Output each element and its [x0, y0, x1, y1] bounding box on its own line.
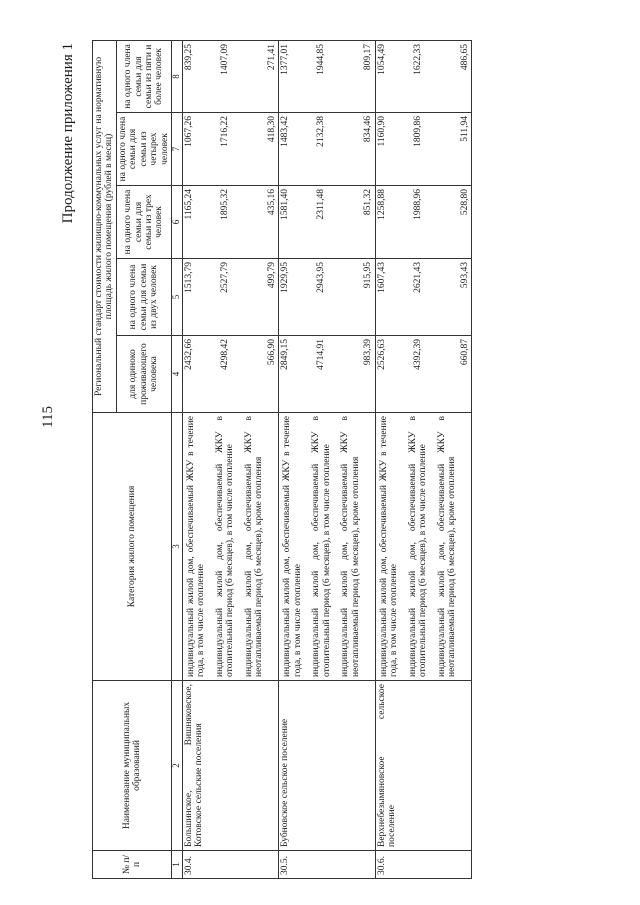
category-text: индивидуальный жилой дом, обеспечиваемый ЖКУ в течение года, в том числе отопление [185, 416, 207, 677]
value-cell: 1895,32 [219, 189, 230, 220]
value-family-3 [279, 186, 375, 259]
value-cell: 4298,42 [219, 339, 230, 370]
value-cell: 2132,38 [316, 116, 327, 147]
header-family-5: на одного члена семьи для семьи из пяти и более человек [116, 40, 171, 112]
value-cell: 593,43 [459, 262, 470, 289]
value-cell: 915,95 [363, 262, 374, 289]
category-text: индивидуальный жилой дом, обеспечиваемый ЖКУ в неотапливаемый период (6 месяцев), кроме отопления [243, 416, 265, 677]
category-text: индивидуальный жилой дом, обеспечиваемый ЖКУ в течение года, в том числе отопление [282, 416, 303, 677]
table-row [182, 40, 278, 878]
row-number: 30.5. [279, 851, 375, 879]
header-family-2: на одного члена семьи для семьи из двух человек [116, 259, 171, 336]
value-cell: 1165,24 [183, 189, 194, 220]
row-number: 30.4. [182, 851, 278, 879]
value-family-2 [375, 259, 471, 336]
header-single: для одиноко проживающего человека [116, 336, 171, 413]
value-cell: 660,87 [459, 339, 470, 366]
value-cell: 435,16 [266, 189, 277, 216]
column-index: 1 [172, 851, 183, 879]
value-cell: 271,41 [266, 43, 277, 71]
value-cell: 1054,49 [376, 43, 387, 75]
value-cell: 1160,90 [376, 116, 387, 147]
category-text: индивидуальный жилой дом, обеспечиваемый ЖКУ в отопительный период (6 месяцев), в том числе отопление [407, 416, 429, 677]
column-index: 5 [172, 259, 183, 336]
header-category: Категория жилого помещения [93, 413, 172, 681]
value-cell: 983,39 [363, 339, 374, 366]
value-cell: 1607,43 [376, 262, 387, 293]
category-text: индивидуальный жилой дом, обеспечиваемый ЖКУ в отопительный период (6 месяцев), в том числе отопление [214, 416, 236, 677]
column-index: 6 [172, 186, 183, 259]
value-cell: 2311,48 [316, 189, 327, 220]
value-cell: 2621,43 [412, 262, 423, 293]
value-cell: 834,46 [363, 116, 374, 143]
value-cell: 839,25 [183, 43, 194, 71]
value-cell: 486,65 [459, 43, 470, 71]
page-number: 115 [40, 406, 56, 428]
municipality-name: Большинское, Вишняковское, Котовское сельские поселения [182, 681, 278, 851]
value-family-3 [182, 186, 278, 259]
value-cell: 809,17 [363, 43, 374, 71]
municipality-name: Верхнебезымяновское сельское поселение [375, 681, 471, 851]
rotated-page-content [60, 13, 630, 893]
annex-title: Продолжение приложения 1 [60, 43, 76, 224]
value-cell: 499,79 [266, 262, 277, 289]
value-cell: 1581,40 [280, 189, 291, 220]
category-text: индивидуальный жилой дом, обеспечиваемый ЖКУ в течение года, в том числе отопление [378, 416, 400, 677]
column-index: 7 [172, 113, 183, 186]
value-cell: 1716,22 [219, 116, 230, 147]
column-index: 4 [172, 336, 183, 413]
value-cell: 1067,26 [183, 116, 194, 147]
housing-standard-table [92, 40, 472, 879]
column-index: 8 [172, 40, 183, 112]
value-cell: 851,32 [363, 189, 374, 216]
value-family-5 [279, 40, 375, 112]
value-cell: 511,94 [459, 116, 470, 142]
category-text: индивидуальный жилой дом, обеспечиваемый ЖКУ в неотапливаемый период (6 месяцев), кроме отопления [436, 416, 458, 677]
value-cell: 1809,86 [412, 116, 423, 147]
value-cell: 566,90 [266, 339, 277, 366]
table-row [279, 40, 375, 878]
value-family-4 [182, 113, 278, 186]
value-family-2 [279, 259, 375, 336]
value-family-4 [279, 113, 375, 186]
value-cell: 2943,95 [316, 262, 327, 293]
value-family-5 [182, 40, 278, 112]
value-cell: 1258,88 [376, 189, 387, 220]
value-cell: 1988,96 [412, 189, 423, 220]
column-index: 2 [172, 681, 183, 851]
value-family-4 [375, 113, 471, 186]
value-family-5 [375, 40, 471, 112]
value-cell: 418,30 [266, 116, 277, 143]
value-cell: 528,80 [459, 189, 470, 216]
value-family-2 [182, 259, 278, 336]
value-single [279, 336, 375, 413]
value-cell: 1377,01 [280, 43, 291, 75]
value-cell: 1929,95 [280, 262, 291, 293]
value-cell: 1944,85 [316, 43, 327, 75]
table-row [375, 40, 471, 878]
category-text: индивидуальный жилой дом, обеспечиваемый ЖКУ в неотапливаемый период (6 месяцев), кроме отопления [340, 416, 361, 677]
header-num: № п/п [93, 851, 172, 879]
value-cell: 2432,66 [183, 339, 194, 370]
category-cell [375, 413, 471, 681]
value-cell: 4392,39 [412, 339, 423, 370]
category-text: индивидуальный жилой дом, обеспечиваемый ЖКУ в отопительный период (6 месяцев), в том числе отопление [311, 416, 332, 677]
value-cell: 4714,91 [316, 339, 327, 370]
value-single [182, 336, 278, 413]
value-family-3 [375, 186, 471, 259]
value-single [375, 336, 471, 413]
value-cell: 1407,09 [219, 43, 230, 75]
header-municipality: Наименование муниципальных образований [93, 681, 172, 851]
municipality-name: Бубновское сельское поселение [279, 681, 375, 851]
row-number: 30.6. [375, 851, 471, 879]
category-cell [182, 413, 278, 681]
column-index: 3 [172, 413, 183, 681]
header-standard: Региональный стандарт стоимости жилищно-коммунальных услуг на нормативную площадь жилого помещения (рублей в месяц) [93, 40, 117, 412]
value-cell: 2526,63 [376, 339, 387, 370]
header-family-4: на одного члена семьи для семьи из четырех человек [116, 113, 171, 186]
header-family-3: на одного члена семьи для семьи из трех человек [116, 186, 171, 259]
value-cell: 1483,42 [280, 116, 291, 147]
value-cell: 1622,33 [412, 43, 423, 75]
value-cell: 2527,79 [219, 262, 230, 293]
value-cell: 2849,15 [280, 339, 291, 370]
value-cell: 1513,79 [183, 262, 194, 293]
category-cell [279, 413, 375, 681]
